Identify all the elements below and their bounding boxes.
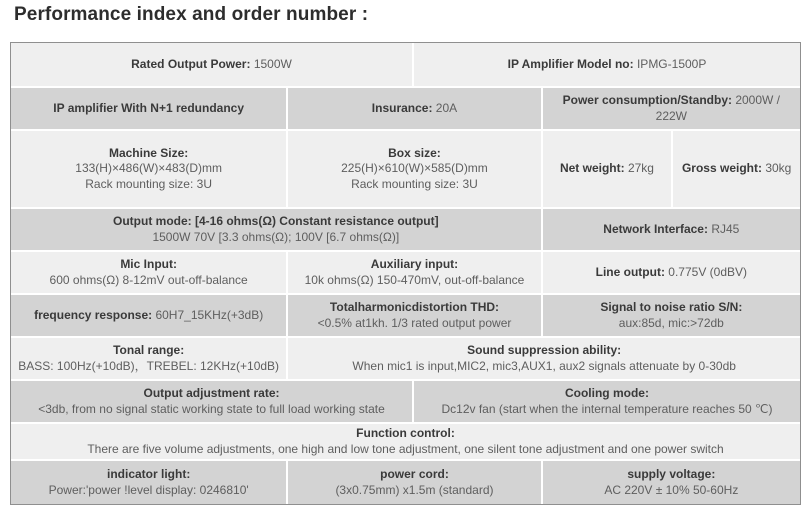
spec-value: 30kg [761,161,792,176]
spec-line [50,273,248,289]
spec-line [18,359,279,375]
spec-line [305,273,525,289]
spec-line [335,483,493,499]
spec-value: 133(H)×486(W)×483(D)mm [75,161,222,176]
spec-line [53,101,244,117]
table-row [11,293,800,336]
table-row [11,86,800,129]
spec-label: Line output: [595,264,665,279]
table-row [11,207,800,250]
spec-label: Box size: [388,145,441,160]
spec-label: Net weight: [559,161,625,176]
spec-mic-input [11,250,286,293]
spec-label: Machine Size: [108,145,189,160]
spec-line [388,146,441,162]
spec-line [75,161,222,177]
spec-frequency-response [11,293,286,336]
spec-gross-weight [671,129,800,207]
spec-line [152,230,399,246]
spec-line [508,57,707,73]
spec-line [467,343,621,359]
spec-value: Rack mounting size: 3U [85,176,212,191]
spec-line [372,101,457,117]
spec-value: <3db, from no signal static working state to full load working state [38,401,385,416]
table-row [11,250,800,293]
spec-auxiliary-input [286,250,540,293]
spec-line [107,467,190,483]
spec-sound-suppression [286,336,800,379]
spec-value: AC 220V ± 10% 50-60Hz [604,482,739,497]
spec-line [85,177,212,193]
spec-value: IPMG-1500P [633,56,707,71]
spec-line [356,426,455,442]
spec-line [330,300,499,316]
spec-line [34,308,263,324]
spec-label: Auxiliary input: [370,257,459,271]
spec-model-no [412,43,800,86]
spec-indicator-light [11,459,286,504]
spec-value: Rack mounting size: 3U [351,176,478,191]
spec-label: Cooling mode: [564,386,649,400]
spec-line [131,57,292,73]
spec-value: Dc12v fan (start when the internal temperature reaches 50 ℃) [441,401,773,416]
spec-network-interface [541,207,800,250]
spec-rated-output-power [11,43,412,86]
spec-label: IP amplifier With N+1 redundancy [53,100,244,115]
spec-line [352,359,736,375]
spec-label: Network Interface: [603,221,708,236]
spec-value: 225(H)×610(W)×585(D)mm [341,161,488,176]
spec-machine-size [11,129,286,207]
spec-table [10,42,801,505]
spec-label: Mic Input: [120,257,177,271]
spec-line [351,177,478,193]
spec-line [549,93,794,124]
table-row [11,43,800,86]
spec-label: Totalharmonicdistortion THD: [329,300,500,314]
spec-line [371,257,458,273]
spec-box-size [286,129,540,207]
spec-value: 20A [432,100,458,115]
spec-line [603,222,739,238]
spec-power-consumption [541,86,800,129]
spec-output-adjustment-rate [11,379,412,422]
spec-line [318,316,512,332]
spec-line [109,146,188,162]
spec-net-weight [541,129,672,207]
spec-line [604,483,738,499]
spec-line [596,265,747,281]
spec-label: Function control: [356,426,455,440]
spec-label: Rated Output Power: [131,56,251,71]
spec-label: supply voltage: [627,467,716,481]
spec-label: Output mode: [4-16 ohms(Ω) Constant resistance output] [113,214,439,228]
spec-label: Insurance: [371,100,433,115]
spec-value: 1500W 70V [3.3 ohms(Ω); 100V [6.7 ohms(Ω)] [152,229,400,244]
spec-label: Output adjustment rate: [143,386,280,400]
spec-supply-voltage [541,459,800,504]
spec-value: aux:85d, mic:>72db [618,315,724,330]
spec-insurance [286,86,540,129]
spec-label: Power consumption/Standby: [562,93,732,107]
spec-value: There are five volume adjustments, one high and low tone adjustment, one silent tone adjustment and one power switch [87,441,724,456]
spec-line [49,483,249,499]
spec-line [682,161,791,177]
spec-line [143,386,279,402]
spec-label: IP Amplifier Model no: [507,56,634,71]
spec-line-output [541,250,800,293]
spec-line [113,214,439,230]
spec-label: Gross weight: [681,161,762,176]
spec-line [87,442,723,458]
spec-line [619,316,724,332]
spec-label: frequency response: [34,307,153,322]
spec-label: Tonal range: [113,343,185,357]
spec-value: Power:'power !level display: 0246810' [48,482,249,497]
spec-line [38,402,385,418]
spec-line [380,467,449,483]
table-row [11,129,800,207]
spec-cooling-mode [412,379,800,422]
spec-line [113,343,184,359]
spec-value: <0.5% at1kh. 1/3 rated output power [317,315,512,330]
spec-value: BASS: 100Hz(+10dB)，TREBEL: 12KHz(+10dB) [18,358,280,373]
spec-line [341,161,488,177]
spec-line [600,300,742,316]
spec-line [120,257,177,273]
spec-value: 10k ohms(Ω) 150-470mV, out-off-balance [304,272,525,287]
spec-value: 1500W [250,56,292,71]
spec-power-cord [286,459,540,504]
spec-tonal-range [11,336,286,379]
spec-value: 60H7_15KHz(+3dB) [152,307,264,322]
spec-line [627,467,715,483]
page-title: Performance index and order number : [14,4,369,25]
spec-thd [286,293,540,336]
spec-label: power cord: [380,467,449,481]
table-row [11,422,800,459]
spec-value: (3x0.75mm) x1.5m (standard) [335,482,494,497]
spec-signal-to-noise [541,293,800,336]
spec-value: RJ45 [707,221,740,236]
spec-output-mode [11,207,541,250]
spec-label: indicator light: [106,467,191,481]
spec-value: When mic1 is input,MIC2, mic3,AUX1, aux2 signals attenuate by 0-30db [352,358,736,373]
spec-line [565,386,649,402]
spec-value: 2000W / 222W [655,93,781,123]
spec-value: 600 ohms(Ω) 8-12mV out-off-balance [49,272,248,287]
spec-line [560,161,654,177]
table-row [11,459,800,504]
spec-label: Sound suppression ability: [467,343,622,357]
table-row [11,336,800,379]
spec-line [442,402,773,418]
spec-value: 0.775V (0dBV) [664,264,748,279]
spec-value: 27kg [624,161,654,176]
table-row [11,379,800,422]
spec-function-control [11,422,800,459]
spec-redundancy [11,86,286,129]
spec-label: Signal to noise ratio S/N: [600,300,743,314]
